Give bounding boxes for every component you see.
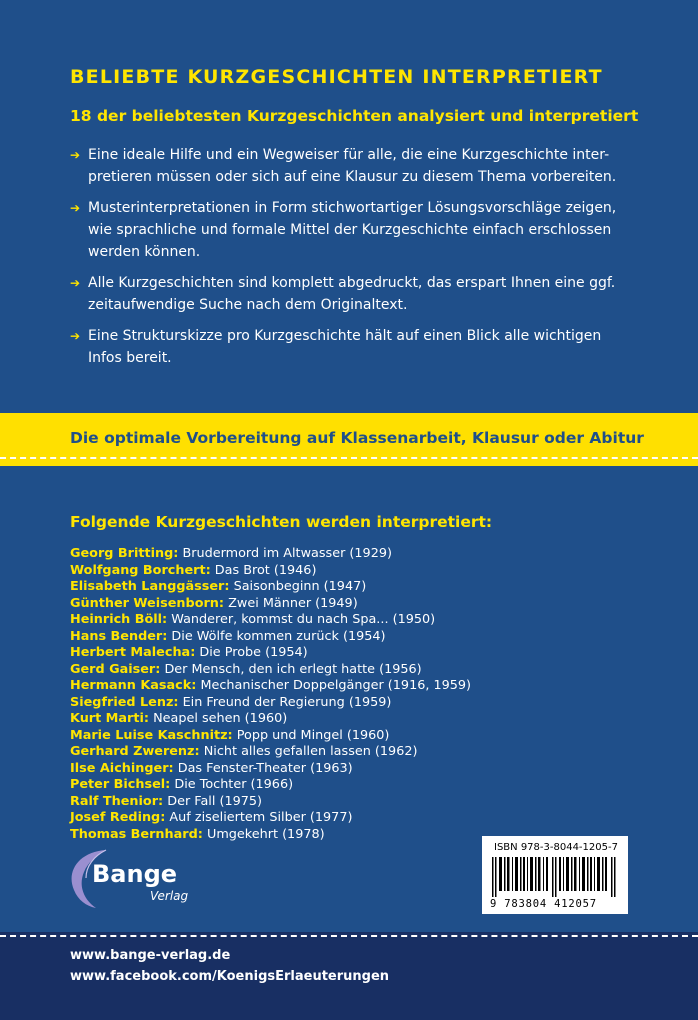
story-author: Ralf Thenior: [70, 793, 164, 809]
story-work: Das Fenster-Theater (1963) [177, 760, 353, 776]
story-author: Heinrich Böll: [70, 612, 168, 627]
feature-line: Musterinterpretationen in Form stichwortartiger Lösungsvorschläge zeigen, [88, 200, 617, 216]
story-item [70, 810, 471, 827]
story-work: Die Wölfe kommen zurück (1954) [171, 628, 386, 644]
story-item [70, 695, 471, 712]
story-author: Peter Bichsel: [70, 777, 171, 792]
story-work: Die Probe (1954) [199, 645, 308, 660]
story-item [70, 744, 471, 761]
dashed-divider [0, 457, 698, 459]
isbn-barcode [482, 836, 628, 914]
story-item [70, 728, 471, 745]
book-subtitle: 18 der beliebtesten Kurzgeschichten analysiert und interpretiert [70, 107, 639, 125]
story-item [70, 827, 471, 844]
story-author: Günther Weisenborn: [70, 595, 225, 611]
story-author: Hermann Kasack: [70, 678, 197, 693]
story-item [70, 662, 471, 679]
feature-item [70, 144, 630, 188]
feature-line: Infos bereit. [88, 350, 172, 366]
story-work: Saisonbeginn (1947) [233, 579, 367, 594]
feature-line: Alle Kurzgeschichten sind komplett abgedruckt, das erspart Ihnen eine ggf. [88, 275, 616, 291]
story-item [70, 546, 471, 563]
barcode-digits: 9 783804 412057 [490, 898, 597, 910]
band-slogan: Die optimale Vorbereitung auf Klassenarbeit, Klausur oder Abitur [70, 429, 644, 447]
story-work: Nicht alles gefallen lassen (1962) [203, 744, 418, 759]
arrow-right-icon: ➔ [70, 201, 81, 215]
story-item [70, 629, 471, 646]
logo-subtitle: Verlag [150, 889, 189, 903]
story-author: Thomas Bernhard: [70, 826, 203, 842]
story-work: Der Mensch, den ich erlegt hatte (1956) [164, 661, 422, 677]
feature-list [70, 144, 630, 378]
dashed-divider [0, 935, 698, 937]
story-item [70, 761, 471, 778]
story-work: Umgekehrt (1978) [206, 826, 325, 842]
story-item [70, 794, 471, 811]
book-title: BELIEBTE KURZGESCHICHTEN INTERPRETIERT [70, 66, 603, 88]
story-author: Elisabeth Langgässer: [70, 579, 230, 594]
story-work: Der Fall (1975) [167, 793, 263, 809]
facebook-link[interactable]: www.facebook.com/KoenigsErlaeuterungen [70, 969, 390, 984]
stories-heading: Folgende Kurzgeschichten werden interpretiert: [70, 513, 493, 531]
story-work: Wanderer, kommst du nach Spa... (1950) [171, 612, 436, 627]
story-item [70, 596, 471, 613]
story-work: Zwei Männer (1949) [228, 595, 358, 611]
story-author: Gerhard Zwerenz: [70, 744, 200, 759]
feature-item [70, 325, 630, 369]
story-author: Kurt Marti: [70, 711, 149, 726]
story-author: Georg Britting: [70, 546, 179, 561]
story-work: Brudermord im Altwasser (1929) [182, 546, 392, 561]
story-item [70, 777, 471, 794]
story-item [70, 563, 471, 580]
feature-line: pretieren müssen oder sich auf eine Klausur zu diesem Thema vorbereiten. [88, 169, 617, 185]
stories-list [70, 546, 471, 843]
barcode-icon [492, 857, 618, 897]
story-work: Das Brot (1946) [214, 562, 317, 578]
story-item [70, 678, 471, 695]
story-author: Herbert Malecha: [70, 645, 196, 660]
feature-line: werden können. [88, 244, 201, 260]
feature-line: Eine ideale Hilfe und ein Wegweiser für alle, die eine Kurzgeschichte inter- [88, 147, 610, 163]
story-author: Siegfried Lenz: [70, 694, 179, 710]
story-work: Popp und Mingel (1960) [236, 727, 390, 743]
story-author: Wolfgang Borchert: [70, 562, 211, 578]
story-item [70, 645, 471, 662]
feature-line: zeitaufwendige Suche nach dem Originaltext. [88, 297, 408, 313]
story-author: Gerd Gaiser: [70, 661, 161, 677]
feature-item [70, 197, 630, 263]
arrow-right-icon: ➔ [70, 329, 81, 343]
story-author: Hans Bender: [70, 628, 168, 644]
highlight-band [0, 413, 698, 466]
feature-line: Eine Strukturskizze pro Kurzgeschichte hält auf einen Blick alle wichtigen [88, 328, 602, 344]
arrow-right-icon: ➔ [70, 276, 81, 290]
publisher-website-link[interactable]: www.bange-verlag.de [70, 948, 231, 963]
publisher-logo [66, 846, 216, 912]
story-author: Marie Luise Kaschnitz: [70, 727, 233, 743]
story-work: Neapel sehen (1960) [153, 711, 288, 726]
arrow-right-icon: ➔ [70, 148, 81, 162]
feature-item [70, 272, 630, 316]
isbn-label: ISBN 978-3-8044-1205-7 [494, 842, 618, 853]
story-author: Ilse Aichinger: [70, 760, 174, 776]
story-work: Ein Freund der Regierung (1959) [182, 694, 392, 710]
feature-line: wie sprachliche und formale Mittel der Kurzgeschichte einfach erschlossen [88, 222, 612, 238]
story-work: Mechanischer Doppelgänger (1916, 1959) [200, 678, 472, 693]
story-item [70, 711, 471, 728]
story-item [70, 612, 471, 629]
logo-name: Bange [92, 860, 178, 888]
footer-bar [0, 932, 698, 1020]
story-work: Auf ziseliertem Silber (1977) [169, 810, 353, 825]
story-author: Josef Reding: [70, 810, 166, 825]
story-work: Die Tochter (1966) [174, 777, 294, 792]
story-item [70, 579, 471, 596]
